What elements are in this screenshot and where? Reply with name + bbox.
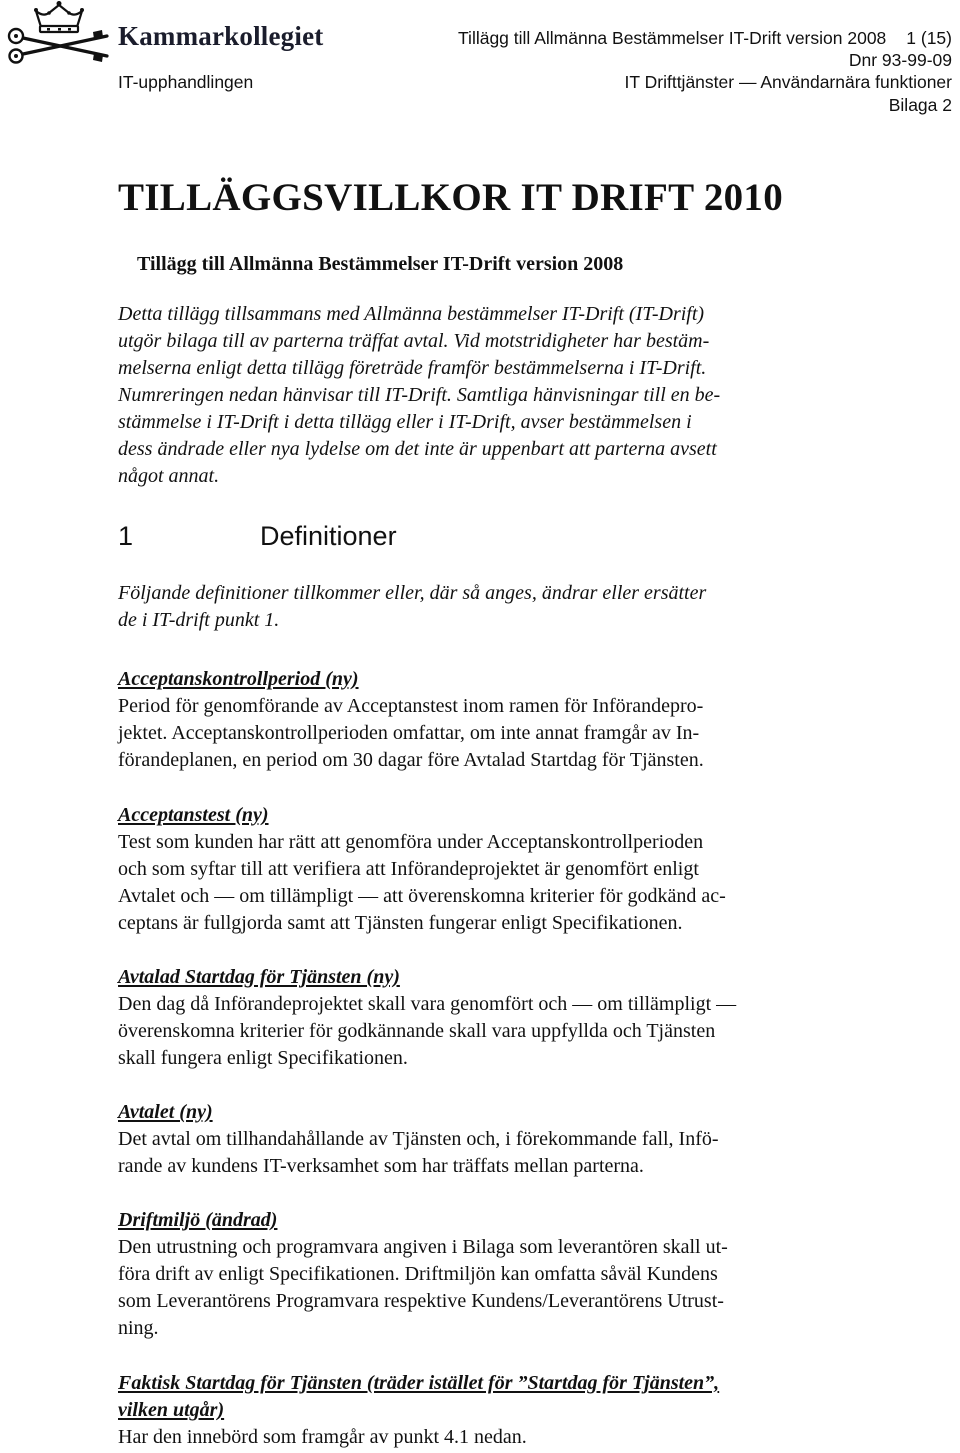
definition-text-line: överenskomna kriterier för godkännande skall vara uppfyllda och Tjänsten (118, 1020, 716, 1042)
paragraph-line: dess ändrade eller nya lydelse om det inte är uppenbart att parterna avsett (118, 438, 717, 460)
definition-text-line: förandeplanen, en period om 30 dagar före Avtalad Startdag för Tjänsten. (118, 749, 704, 771)
definition-text-line: föra drift av enligt Specifikationen. Driftmiljön kan omfatta såväl Kundens (118, 1263, 718, 1285)
definition-text-line: som Leverantörens Programvara respektive Kundens/Leverantörens Utrust- (118, 1290, 724, 1312)
definition-text-line: ceptans är fullgjorda samt att Tjänsten fungerar enligt Specifikationen. (118, 912, 683, 934)
paragraph-line: stämmelse i IT-Drift i detta tillägg eller i IT-Drift, avser bestämmelsen i (118, 411, 692, 433)
definition-text-line: Avtalet och — om tillämpligt — att överenskomna kriterier för godkänd ac- (118, 885, 726, 907)
definition-term: vilken utgår) (118, 1399, 225, 1421)
definition-text-line: skall fungera enligt Specifikationen. (118, 1047, 408, 1069)
definition-text-line: Den dag då Införandeprojektet skall vara genomfört och — om tillämpligt — (118, 993, 737, 1015)
definition-text-line: Det avtal om tillhandahållande av Tjänsten och, i förekommande fall, Infö- (118, 1128, 719, 1150)
paragraph-line: de i IT-drift punkt 1. (118, 609, 280, 631)
definition-term: Avtalet (ny) (118, 1101, 213, 1123)
definition-item (118, 1099, 719, 1180)
definition-text-line: rande av kundens IT-verksamhet som har träffats mellan parterna. (118, 1155, 644, 1177)
service-area: IT Drifttjänster — Användarnära funktioner (624, 72, 952, 92)
definition-text-line: jektet. Acceptanskontrollperioden omfattar, om inte annat framgår av In- (118, 722, 700, 744)
page-title: TILLÄGGSVILLKOR IT DRIFT 2010 (118, 176, 784, 219)
definition-item (118, 666, 704, 774)
header-doc-reference: Tillägg till Allmänna Bestämmelser IT-Drift version 2008 (458, 28, 887, 48)
kammarkollegiet-logo: Kammarkollegiet (118, 21, 324, 51)
definition-term: Acceptanskontrollperiod (ny) (118, 668, 359, 690)
definition-text-line: Den utrustning och programvara angiven i Bilaga som leverantören skall ut- (118, 1236, 728, 1258)
definition-term: Faktisk Startdag för Tjänsten (träder istället för ”Startdag för Tjänsten”, (118, 1372, 720, 1394)
paragraph-line: utgör bilaga till av parterna träffat avtal. Vid motstridigheter har bestäm- (118, 330, 710, 352)
section-number: 1 (118, 521, 134, 551)
intro-paragraph (118, 301, 720, 490)
definition-term: Acceptanstest (ny) (118, 804, 269, 826)
definition-text-line: ning. (118, 1317, 159, 1339)
paragraph-line: Detta tillägg tillsammans med Allmänna bestämmelser IT-Drift (IT-Drift) (118, 303, 705, 325)
definition-item (118, 1207, 728, 1342)
definition-text-line: Har den innebörd som framgår av punkt 4.1 nedan. (118, 1426, 527, 1448)
definition-item (118, 1370, 719, 1451)
paragraph-line: något annat. (118, 465, 220, 487)
dnr-number: Dnr 93-99-09 (848, 50, 952, 70)
paragraph-line: Numreringen nedan hänvisar till IT-Drift. Samtliga hänvisningar till en be- (118, 384, 721, 406)
crown-and-keys-icon (3, 0, 115, 64)
section-intro (118, 580, 706, 634)
paragraph-line: melserna enligt detta tillägg företräde framför bestämmelserna i IT-Drift. (118, 357, 707, 379)
definition-term: Avtalad Startdag för Tjänsten (ny) (118, 966, 400, 988)
definition-item (118, 964, 736, 1072)
page-subtitle: Tillägg till Allmänna Bestämmelser IT-Drift version 2008 (137, 253, 624, 275)
definition-text-line: och som syftar till att verifiera att Införandeprojektet är genomfört enligt (118, 858, 699, 880)
definition-text-line: Period för genomförande av Acceptanstest inom ramen för Införandepro- (118, 695, 704, 717)
paragraph-line: Följande definitioner tillkommer eller, där så anges, ändrar eller ersätter (118, 582, 707, 604)
section-title: Definitioner (260, 521, 397, 551)
attachment-label: Bilaga 2 (888, 95, 952, 115)
header-reference-row (458, 27, 952, 49)
definition-text-line: Test som kunden har rätt att genomföra under Acceptanskontrollperioden (118, 831, 704, 853)
definition-item (118, 802, 726, 937)
department-name: IT-upphandlingen (118, 72, 254, 92)
page-number: 1 (15) (906, 28, 952, 48)
definition-term: Driftmiljö (ändrad) (118, 1209, 278, 1231)
